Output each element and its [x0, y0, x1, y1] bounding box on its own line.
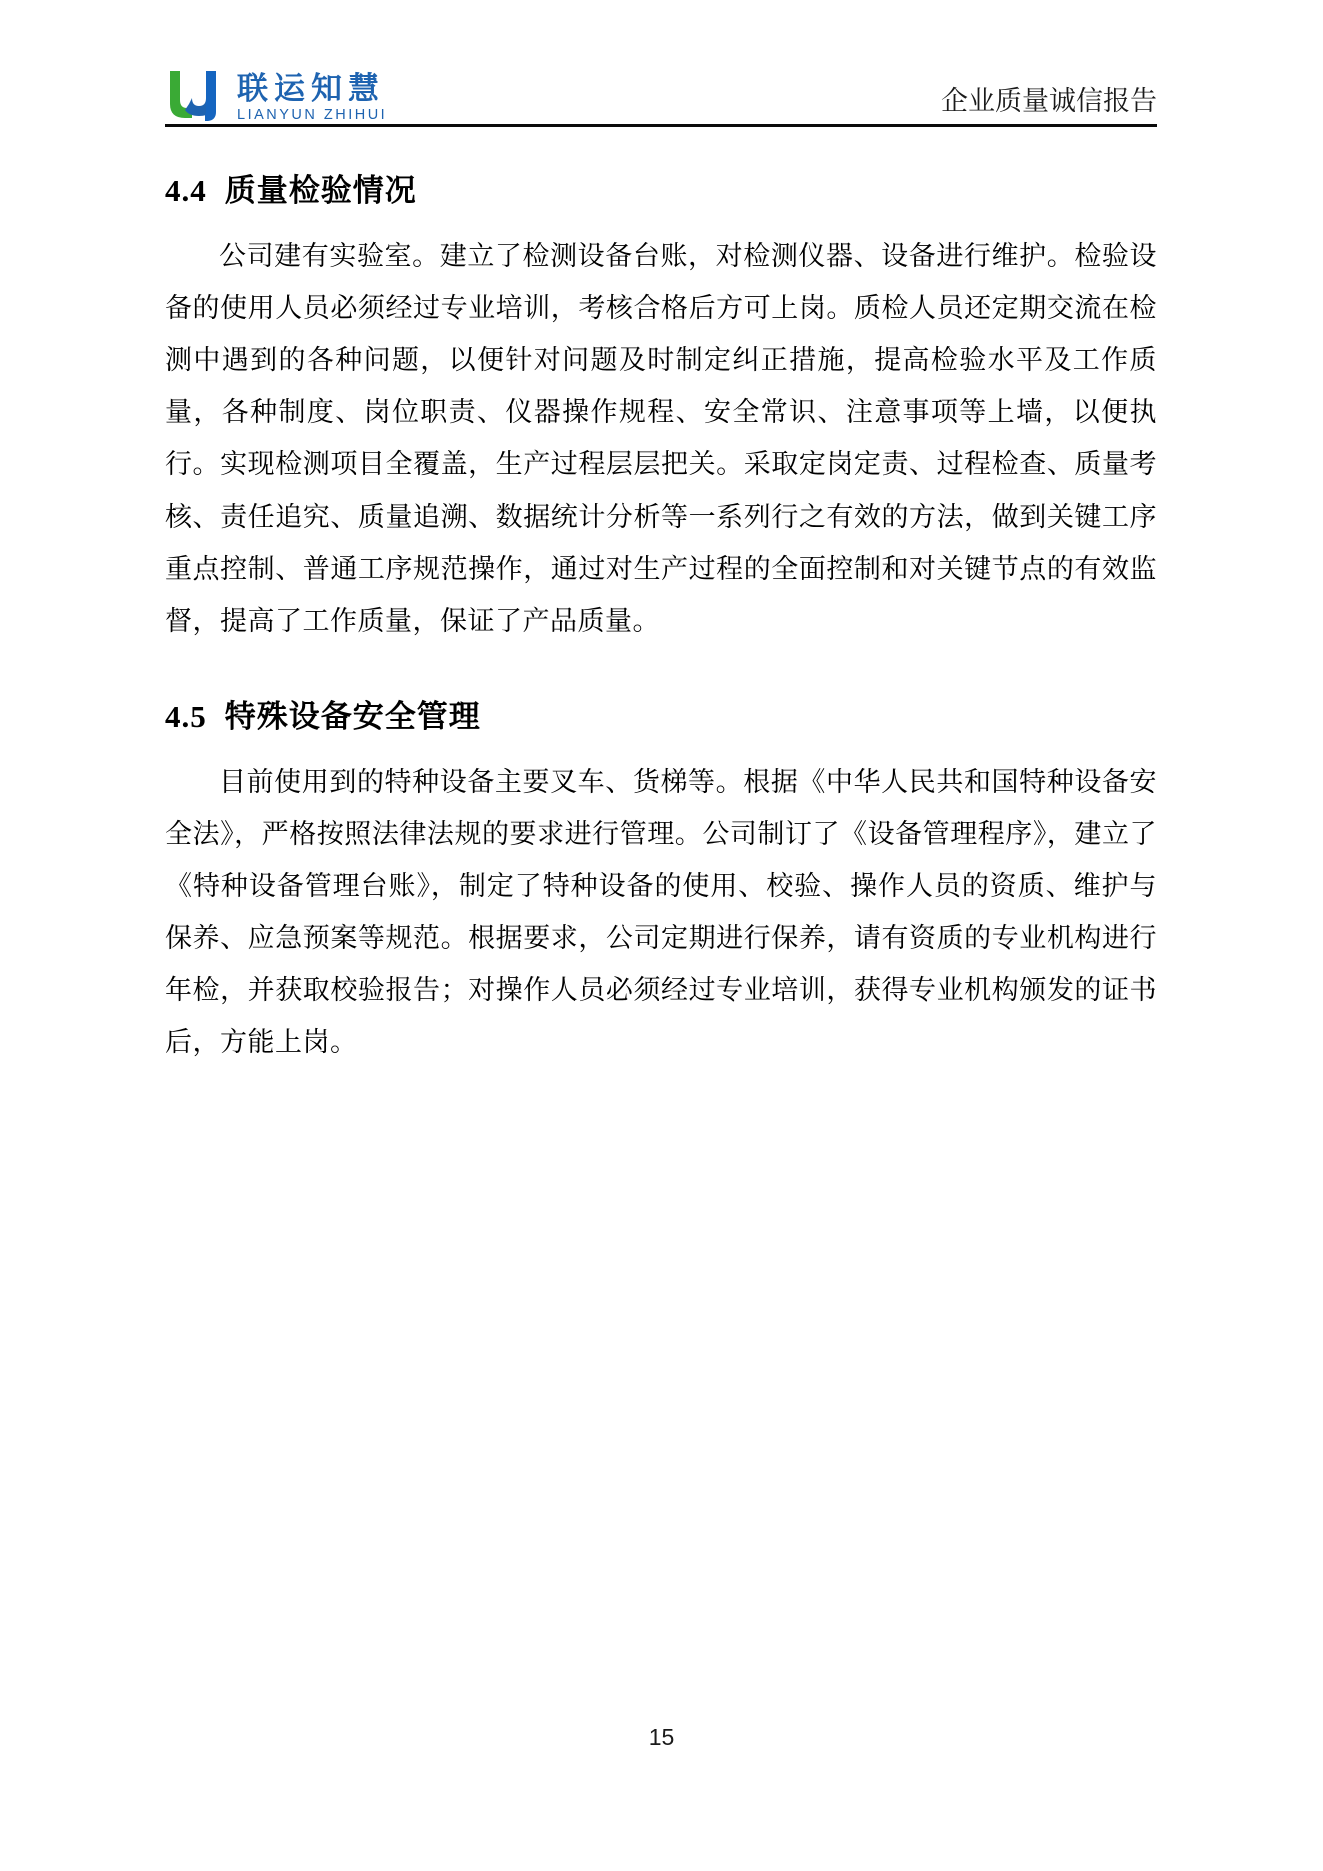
- section-4-4: [165, 165, 1157, 647]
- section-number: 4.5: [165, 698, 207, 734]
- logo-chinese-name: 联运知慧: [237, 70, 385, 106]
- section-4-4-heading: [165, 165, 1157, 210]
- section-4-5: [165, 691, 1157, 1069]
- page-content: [165, 0, 1157, 1069]
- section-4-5-paragraph: 目前使用到的特种设备主要叉车、货梯等。根据《中华人民共和国特种设备安全法》，严格按照法律法规的要求进行管理。公司制订了《设备管理程序》，建立了《特种设备管理台账》，制定了特种设备的使用、校验、操作人员的资质、维护与保养、应急预案等规范。根据要求，公司定期进行保养，请有资质的专业机构进行年检，并获取校验报告；对操作人员必须经过专业培训，获得专业机构颁发的证书后，方能上岗。: [165, 766, 1157, 1058]
- header-document-title: 企业质量诚信报告: [941, 86, 1157, 116]
- section-title: 质量检验情况: [224, 173, 417, 208]
- logo-icon: [165, 68, 227, 122]
- section-4-4-paragraph: 公司建有实验室。建立了检测设备台账，对检测仪器、设备进行维护。检验设备的使用人员必须经过专业培训，考核合格后方可上岗。质检人员还定期交流在检测中遇到的各种问题，以便针对问题及时制定纠正措施，提高检验水平及工作质量，各种制度、岗位职责、仪器操作规程、安全常识、注意事项等上墙，以便执行。实现检测项目全覆盖，生产过程层层把关。采取定岗定责、过程检查、质量考核、责任追究、质量追溯、数据统计分析等一系列行之有效的方法，做到关键工序重点控制、普通工序规范操作，通过对生产过程的全面控制和对关键节点的有效监督，提高了工作质量，保证了产品质量。: [165, 241, 1157, 636]
- page-number: 15: [648, 1724, 675, 1750]
- logo-text: [237, 70, 388, 123]
- page-header: [165, 0, 1157, 127]
- section-title: 特殊设备安全管理: [224, 698, 481, 734]
- section-4-5-heading: [165, 691, 1157, 736]
- logo-english-name: LIANYUN ZHIHUI: [237, 106, 388, 123]
- section-number: 4.4: [165, 173, 207, 208]
- company-logo: [165, 68, 387, 122]
